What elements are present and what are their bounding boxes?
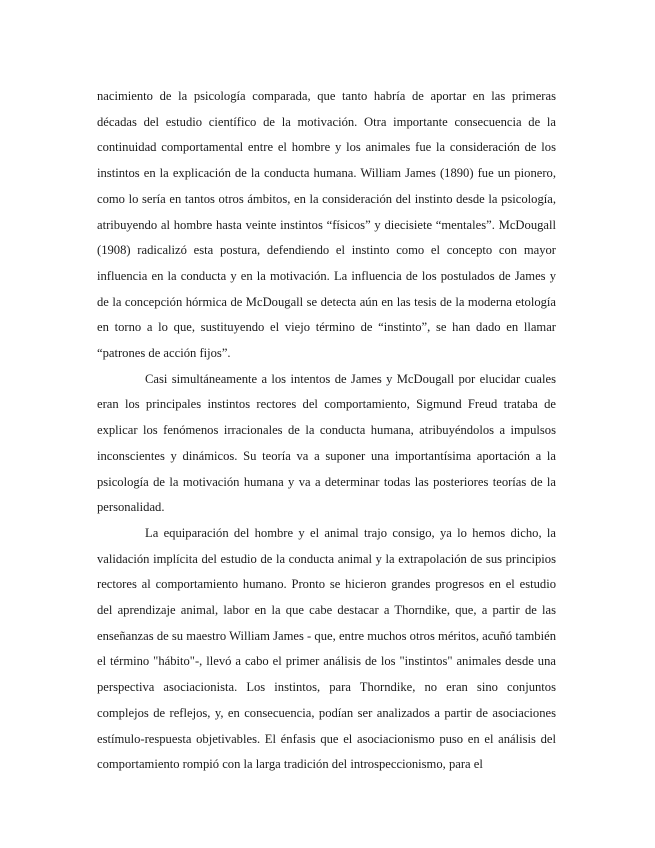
paragraph-freud: Casi simultáneamente a los intentos de James y McDougall por elucidar cuales eran los principales instintos rectores del comportamiento, Sigmund Freud trataba de explicar los fenómenos irracionales de la conducta humana, atribuyéndolos a impulsos inconscientes y dinámicos. Su teoría va a suponer una importantísima aportación a la psicología de la motivación humana y va a determinar todas las posteriores teorías de la personalidad. [97,371,556,515]
document-body [97,84,556,778]
paragraph-thorndike: La equiparación del hombre y el animal trajo consigo, ya lo hemos dicho, la validación implícita del estudio de la conducta animal y la extrapolación de sus principios rectores al comportamiento humano. Pronto se hicieron grandes progresos en el estudio del aprendizaje animal, labor en la que cabe destacar a Thorndike, que, a partir de las enseñanzas de su maestro William James - que, entre muchos otros méritos, acuñó también el término "hábito"-, llevó a cabo el primer análisis de los "instintos" animales desde una perspectiva asociacionista. Los instintos, para Thorndike, no eran sino conjuntos complejos de reflejos, y, en consecuencia, podían ser analizados a partir de asociaciones estímulo-respuesta objetivables. El énfasis que el asociacionismo puso en el análisis del comportamiento rompió con la larga tradición del introspeccionismo, para el [97,525,556,772]
paragraph-comparative-psychology: nacimiento de la psicología comparada, que tanto habría de aportar en las primeras décadas del estudio científico de la motivación. Otra importante consecuencia de la continuidad comportamental entre el hombre y los animales fue la consideración de los instintos en la explicación de la conducta humana. William James (1890) fue un pionero, como lo sería en tantos otros ámbitos, en la consideración del instinto desde la psicología, atribuyendo al hombre hasta veinte instintos “físicos” y diecisiete “mentales”. McDougall (1908) radicalizó esta postura, defendiendo el instinto como el concepto con mayor influencia en la conducta y en la motivación. La influencia de los postulados de James y de la concepción hórmica de McDougall se detecta aún en las tesis de la moderna etología en torno a lo que, sustituyendo el viejo término de “instinto”, se han dado en llamar “patrones de acción fijos”. [97,89,556,361]
